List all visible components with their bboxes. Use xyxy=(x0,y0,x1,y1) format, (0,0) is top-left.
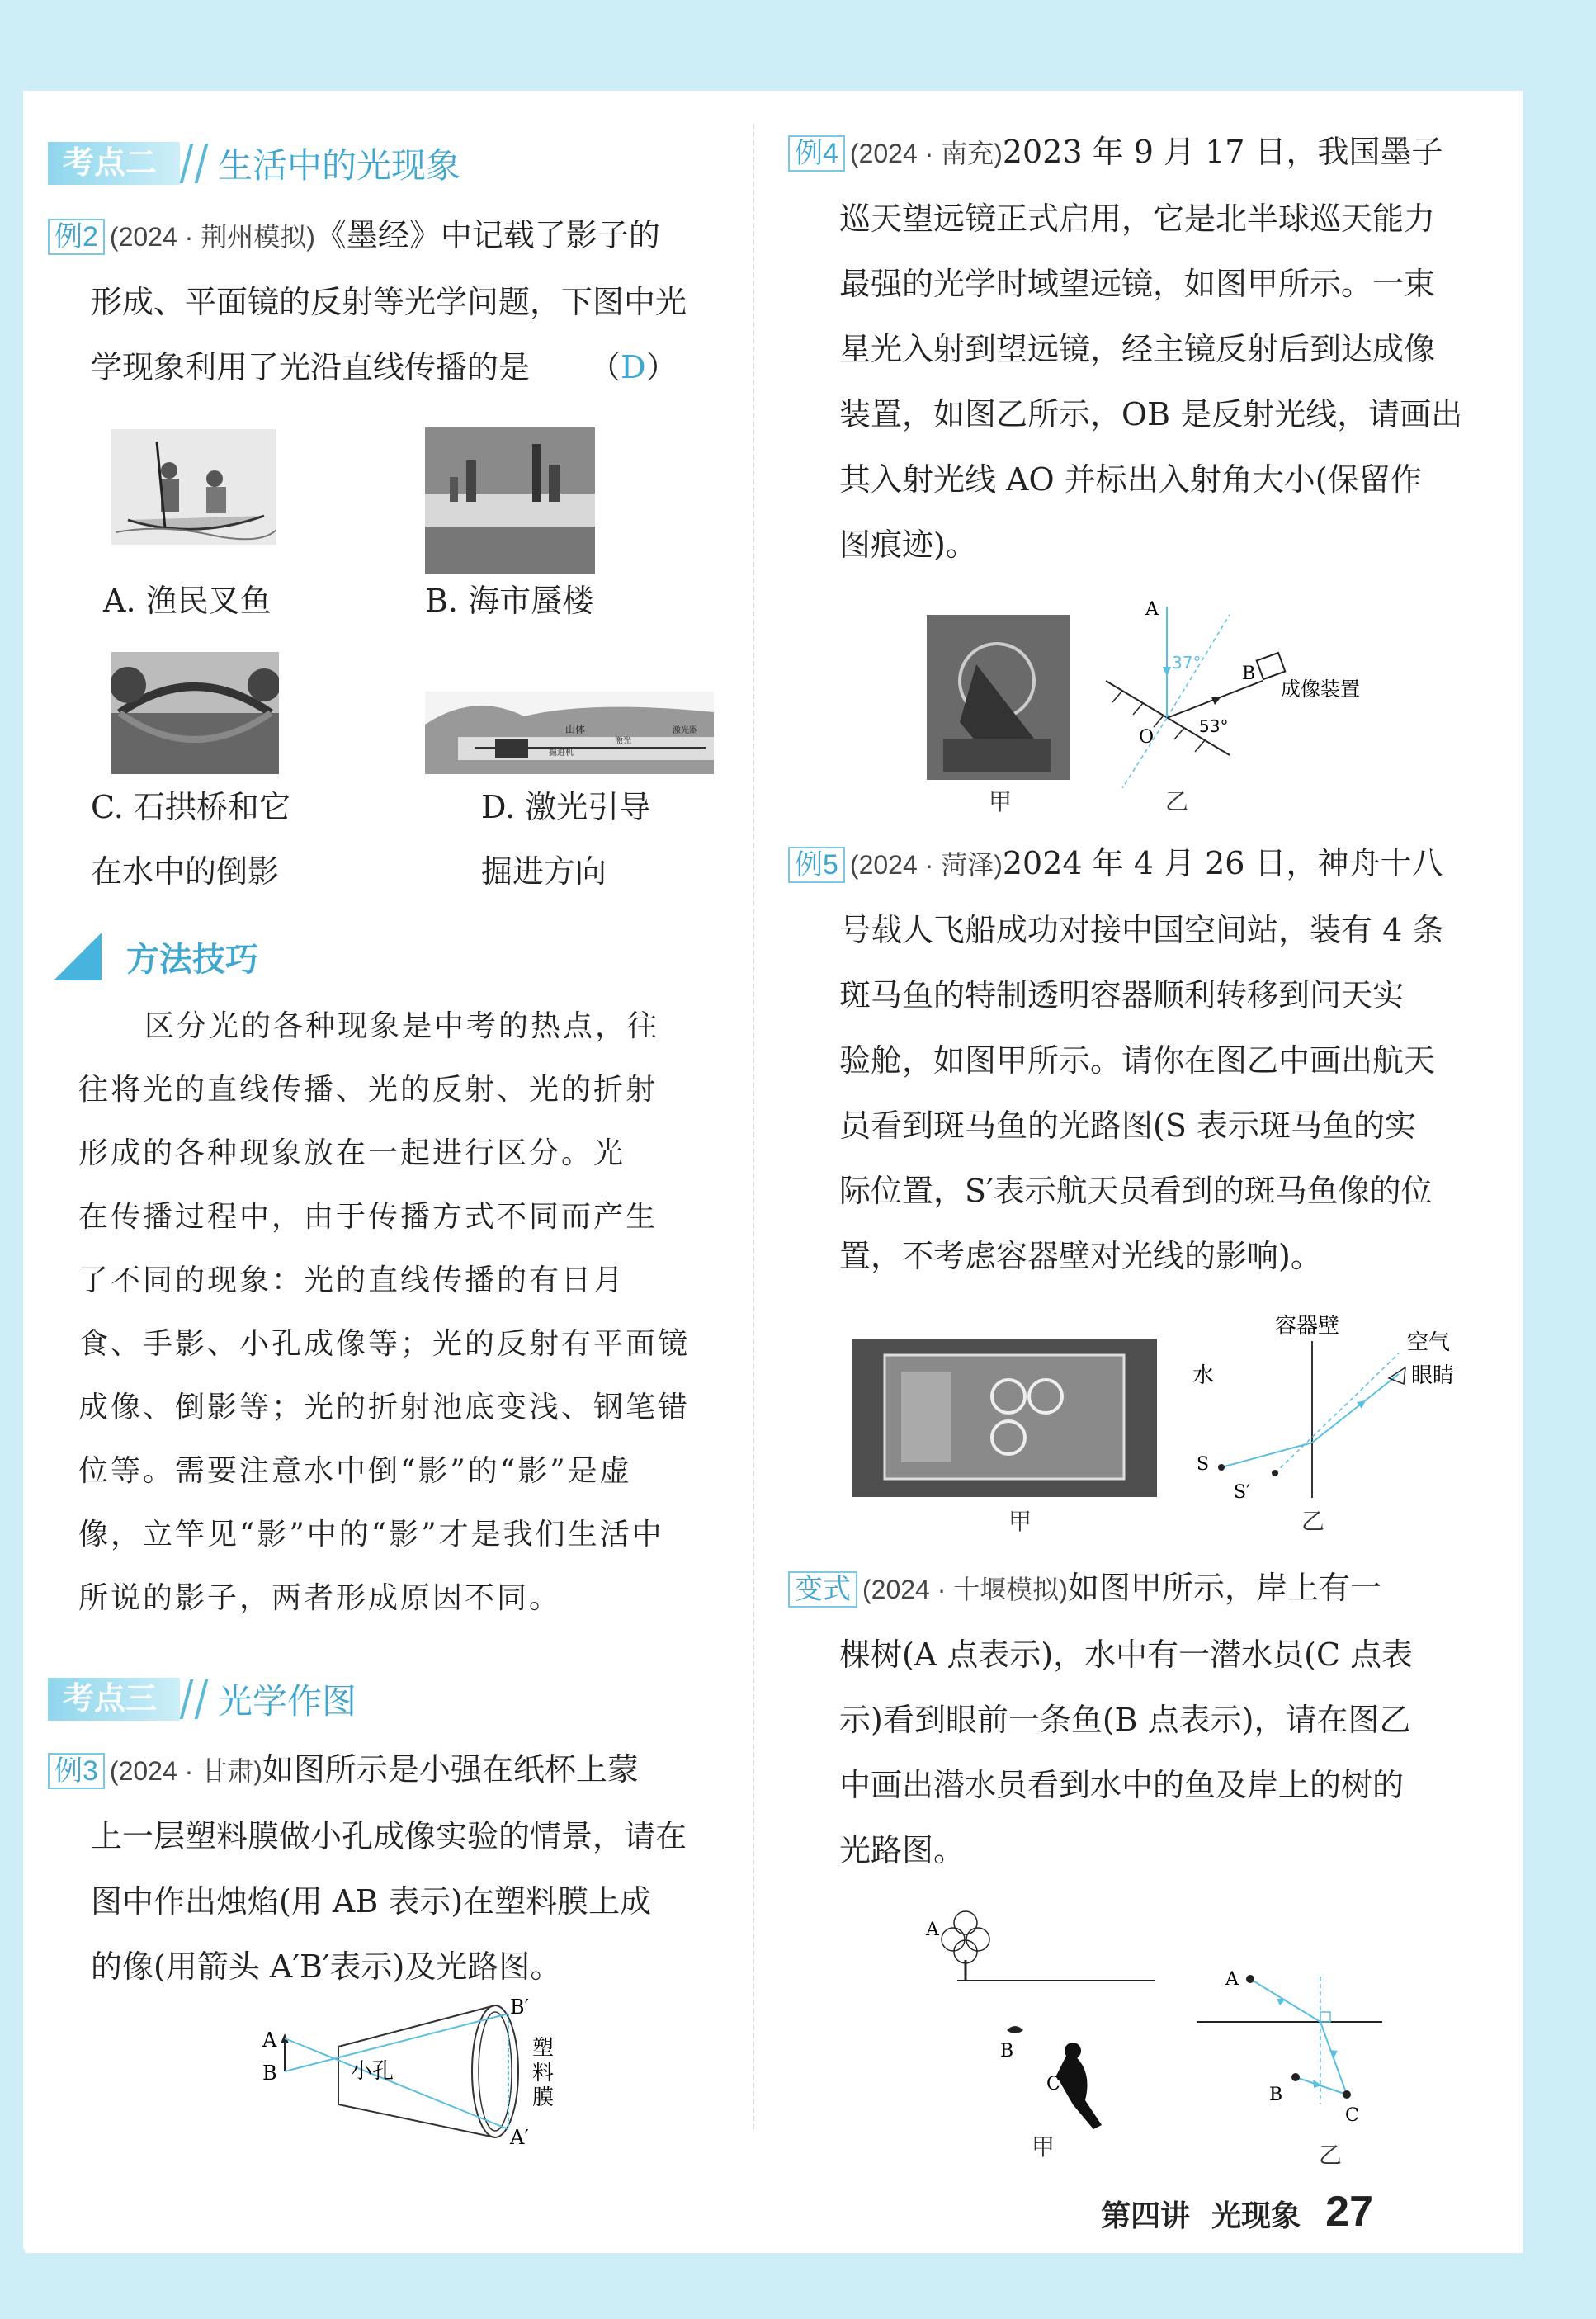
container-wall-label: 容器壁 xyxy=(1275,1314,1340,1339)
angle-37: 37° xyxy=(1172,653,1202,673)
stem-line: 上一层塑料膜做小孔成像实验的情景，请在 xyxy=(91,1818,687,1854)
figure-caption: 乙 xyxy=(1301,1508,1325,1535)
option-b-label: B. 海市蜃楼 xyxy=(425,583,594,619)
label-b: B xyxy=(262,2062,277,2085)
stem-line: 学现象利用了光沿直线传播的是 xyxy=(91,349,531,385)
label-b: B xyxy=(1000,2041,1014,2062)
stem-line: 图中作出烛焰(用 AB 表示)在塑料膜上成 xyxy=(91,1883,652,1920)
laser-image-label: 激光 xyxy=(615,737,631,746)
zebrafish-container-photo xyxy=(852,1339,1157,1497)
method-line: 所说的影子，两者形成原因不同。 xyxy=(78,1581,562,1615)
example-4-stem xyxy=(788,120,1473,578)
laser-image-label: 激光器 xyxy=(673,726,697,735)
answer-bracket: ） xyxy=(645,349,678,385)
label-s-prime: S′ xyxy=(1234,1482,1251,1503)
diver-ray-figure xyxy=(1188,1956,1411,2137)
stem-line: 验舱，如图甲所示。请你在图乙中画出航天 xyxy=(839,1042,1436,1079)
method-line: 位等。需要注意水中倒“影”的“影”是虚 xyxy=(78,1454,632,1488)
section-title: 光学作图 xyxy=(218,1682,357,1721)
example-tag: 例4 xyxy=(788,135,845,172)
stem-line: 号载人飞船成功对接中国空间站，装有 4 条 xyxy=(839,912,1444,948)
label-a: A xyxy=(1145,599,1159,620)
right-band xyxy=(1513,0,1596,2319)
section-bars-icon xyxy=(180,144,209,183)
stem-line: 2023 年 9 月 17 日，我国墨子 xyxy=(1002,134,1443,170)
variant-tag: 变式 xyxy=(788,1571,857,1608)
method-tips-body xyxy=(78,994,739,1630)
method-tips-header xyxy=(54,933,258,980)
pinhole-figure xyxy=(248,1997,578,2146)
option-d-label: D. 激光引导 xyxy=(481,789,651,825)
answer-text: D xyxy=(621,349,646,385)
stem-line: 2024 年 4 月 26 日，神舟十八 xyxy=(1002,845,1443,881)
stem-line: 的像(用箭头 A′B′表示)及光路图。 xyxy=(91,1948,562,1985)
stem-line: 星光入射到望远镜，经主镜反射后到达成像 xyxy=(839,331,1436,367)
example-source: (2024 · 甘肃) xyxy=(109,1756,262,1786)
variant-stem xyxy=(788,1556,1473,1883)
variant-source: (2024 · 十堰模拟) xyxy=(862,1575,1068,1604)
stem-line: 装置，如图乙所示，OB 是反射光线，请画出 xyxy=(839,396,1463,432)
method-line: 成像、倒影等；光的折射池底变浅、钢笔错 xyxy=(78,1391,691,1424)
film-label: 塑 xyxy=(532,2036,555,2061)
stem-line: 置，不考虑容器壁对光线的影响)。 xyxy=(839,1238,1322,1274)
stone-bridge-image xyxy=(111,652,279,774)
answer-bracket: （ xyxy=(589,349,621,385)
laser-image-label: 山体 xyxy=(565,724,586,735)
example-source: (2024 · 荆州模拟) xyxy=(109,222,315,252)
label-b: B xyxy=(1242,664,1256,684)
label-a: A xyxy=(926,1920,939,1940)
page-number: 27 xyxy=(1325,2188,1373,2236)
method-line: 了不同的现象：光的直线传播的有日月 xyxy=(78,1263,626,1297)
label-b: B xyxy=(1269,2085,1283,2105)
method-line: 在传播过程中，由于传播方式不同而产生 xyxy=(78,1200,659,1234)
fisherman-spearing-image xyxy=(111,429,276,545)
refraction-figure xyxy=(1176,1308,1481,1531)
eye-label: 眼睛 xyxy=(1411,1363,1455,1388)
label-a: A xyxy=(262,2029,277,2052)
section-tag: 考点二 xyxy=(48,142,180,185)
stem-line: 巡天望远镜正式启用，它是北半球巡天能力 xyxy=(839,201,1436,237)
figure-caption: 甲 xyxy=(1008,1508,1032,1535)
figure-caption: 甲 xyxy=(989,788,1013,815)
label-a: A xyxy=(1225,1969,1239,1990)
method-line: 往将光的直线传播、光的反射、光的折射 xyxy=(78,1073,659,1107)
label-a-prime: A′ xyxy=(510,2126,529,2146)
example-source: (2024 · 菏泽) xyxy=(849,850,1003,880)
method-line: 形成的各种现象放在一起进行区分。光 xyxy=(78,1136,626,1170)
bottom-band xyxy=(0,2249,1596,2319)
method-tips-title: 方法技巧 xyxy=(126,941,258,978)
topic-label: 光现象 xyxy=(1211,2199,1301,2232)
film-label: 膜 xyxy=(532,2085,555,2110)
telescope-photo xyxy=(927,615,1070,780)
reflection-figure xyxy=(1098,598,1395,788)
angle-53: 53° xyxy=(1199,716,1229,736)
stem-line: 最强的光学时域望远镜，如图甲所示。一束 xyxy=(839,266,1436,302)
stem-line: 斑马鱼的特制透明容器顺利转移到问天实 xyxy=(839,977,1405,1013)
figure-caption: 乙 xyxy=(1319,2142,1343,2169)
section-title: 生活中的光现象 xyxy=(218,146,461,185)
stem-line: 如图甲所示，岸上有一 xyxy=(1067,1570,1381,1606)
option-a-label: A. 渔民叉鱼 xyxy=(103,583,272,619)
top-band xyxy=(0,0,1596,91)
example-tag: 例3 xyxy=(48,1753,105,1789)
laser-image-label: 掘进机 xyxy=(549,749,574,758)
method-line: 区分光的各种现象是中考的热点，往 xyxy=(144,1009,660,1043)
stem-line: 员看到斑马鱼的光路图(S 表示斑马鱼的实 xyxy=(839,1108,1416,1144)
label-c: C xyxy=(1345,2105,1359,2126)
stem-line: 形成、平面镜的反射等光学问题，下图中光 xyxy=(91,284,687,320)
method-line: 食、手影、小孔成像等；光的反射有平面镜 xyxy=(78,1327,691,1361)
imaging-device-label: 成像装置 xyxy=(1281,678,1360,701)
section-2-header xyxy=(48,142,460,185)
example-tag: 例5 xyxy=(788,847,845,883)
corner-triangle-icon xyxy=(54,933,102,980)
option-c-label-cont: 在水中的倒影 xyxy=(91,853,280,890)
section-tag: 考点三 xyxy=(48,1678,180,1721)
pinhole-label: 小孔 xyxy=(351,2059,394,2084)
label-s: S xyxy=(1197,1454,1210,1475)
stem-line: 示)看到眼前一条鱼(B 点表示)，请在图乙 xyxy=(839,1702,1411,1738)
label-b-prime: B′ xyxy=(510,1997,530,2019)
section-3-header xyxy=(48,1678,357,1721)
option-c-label: C. 石拱桥和它 xyxy=(91,789,290,825)
option-d-label-cont: 掘进方向 xyxy=(481,853,607,890)
stem-line: 中画出潜水员看到水中的鱼及岸上的树的 xyxy=(839,1767,1405,1803)
stem-line: 际位置，S′表示航天员看到的斑马鱼像的位 xyxy=(839,1173,1433,1209)
figure-caption: 乙 xyxy=(1165,788,1189,815)
stem-line: 图痕迹)。 xyxy=(839,527,977,563)
stem-line: 棵树(A 点表示)，水中有一潜水员(C 点表 xyxy=(839,1637,1414,1673)
stem-line: 如图所示是小强在纸杯上蒙 xyxy=(262,1751,639,1788)
label-c: C xyxy=(1046,2074,1060,2095)
section-bars-icon xyxy=(180,1679,209,1719)
air-label: 空气 xyxy=(1407,1330,1451,1355)
figure-caption: 甲 xyxy=(1032,2133,1055,2161)
column-divider xyxy=(753,124,754,2129)
example-5-stem xyxy=(788,831,1473,1289)
example-2-stem xyxy=(48,203,733,400)
example-source: (2024 · 南充) xyxy=(849,139,1003,168)
lecture-label: 第四讲 xyxy=(1101,2199,1191,2232)
water-label: 水 xyxy=(1192,1363,1215,1388)
stem-line: 《墨经》中记载了影子的 xyxy=(314,217,660,253)
left-band xyxy=(0,0,23,2319)
method-line: 像，立竿见“影”中的“影”才是我们生活中 xyxy=(78,1518,664,1552)
page-footer xyxy=(1101,2187,1373,2236)
example-3-stem xyxy=(48,1737,741,2000)
label-o: O xyxy=(1139,727,1155,748)
example-tag: 例2 xyxy=(48,219,105,255)
film-label: 料 xyxy=(532,2061,555,2085)
stem-line: 其入射光线 AO 并标出入射角大小(保留作 xyxy=(839,461,1422,498)
mirage-image xyxy=(425,427,595,574)
diver-scene-figure xyxy=(908,1890,1180,2170)
stem-line: 光路图。 xyxy=(839,1832,966,1868)
laser-tunnel-image xyxy=(425,692,714,774)
